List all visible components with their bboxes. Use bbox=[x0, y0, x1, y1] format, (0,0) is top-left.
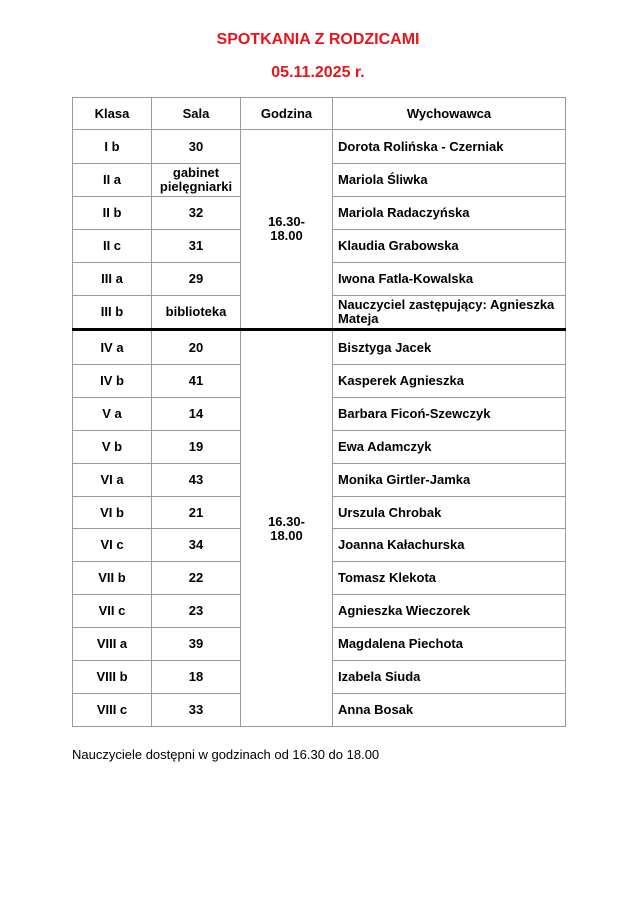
cell-klasa: II a bbox=[73, 164, 152, 197]
table-row bbox=[73, 130, 566, 164]
cell-wychowawca: Anna Bosak bbox=[333, 694, 566, 727]
cell-wychowawca: Tomasz Klekota bbox=[333, 562, 566, 595]
cell-wychowawca: Barbara Ficoń-Szewczyk bbox=[333, 398, 566, 431]
availability-note: Nauczyciele dostępni w godzinach od 16.30 do 18.00 bbox=[72, 747, 380, 762]
cell-sala: 30 bbox=[152, 130, 241, 164]
cell-wychowawca: Nauczyciel zastępujący: Agnieszka Mateja bbox=[333, 296, 566, 330]
cell-wychowawca: Mariola Śliwka bbox=[333, 164, 566, 197]
cell-wychowawca: Joanna Kałachurska bbox=[333, 529, 566, 562]
cell-sala: 31 bbox=[152, 230, 241, 263]
cell-sala: 39 bbox=[152, 628, 241, 661]
cell-klasa: VI c bbox=[73, 529, 152, 562]
cell-klasa: VII c bbox=[73, 595, 152, 628]
meeting-date: 05.11.2025 r. bbox=[271, 64, 365, 81]
cell-sala: 19 bbox=[152, 431, 241, 464]
cell-wychowawca: Mariola Radaczyńska bbox=[333, 197, 566, 230]
cell-klasa: IV a bbox=[73, 330, 152, 365]
time-end: 18.00 bbox=[270, 228, 303, 243]
cell-klasa: VI a bbox=[73, 464, 152, 497]
cell-wychowawca: Kasperek Agnieszka bbox=[333, 365, 566, 398]
cell-sala: 34 bbox=[152, 529, 241, 562]
cell-sala: 21 bbox=[152, 497, 241, 529]
cell-sala: 41 bbox=[152, 365, 241, 398]
time-start: 16.30- bbox=[268, 214, 305, 229]
cell-sala: 32 bbox=[152, 197, 241, 230]
cell-wychowawca: Bisztyga Jacek bbox=[333, 330, 566, 365]
table-header-row bbox=[73, 98, 566, 130]
cell-sala: biblioteka bbox=[152, 296, 241, 330]
cell-sala: 23 bbox=[152, 595, 241, 628]
cell-wychowawca: Iwona Fatla-Kowalska bbox=[333, 263, 566, 296]
cell-sala: 22 bbox=[152, 562, 241, 595]
cell-sala: 43 bbox=[152, 464, 241, 497]
cell-wychowawca: Klaudia Grabowska bbox=[333, 230, 566, 263]
cell-sala: 20 bbox=[152, 330, 241, 365]
cell-wychowawca: Urszula Chrobak bbox=[333, 497, 566, 529]
cell-wychowawca: Magdalena Piechota bbox=[333, 628, 566, 661]
schedule-table bbox=[72, 97, 566, 727]
page-title: SPOTKANIA Z RODZICAMI bbox=[216, 31, 420, 48]
cell-klasa: VI b bbox=[73, 497, 152, 529]
cell-wychowawca: Agnieszka Wieczorek bbox=[333, 595, 566, 628]
time-cell-group2 bbox=[241, 330, 333, 727]
cell-klasa: III b bbox=[73, 296, 152, 330]
cell-wychowawca: Izabela Siuda bbox=[333, 661, 566, 694]
header-godzina: Godzina bbox=[241, 98, 333, 130]
cell-sala: 33 bbox=[152, 694, 241, 727]
cell-klasa: V a bbox=[73, 398, 152, 431]
cell-wychowawca: Dorota Rolińska - Czerniak bbox=[333, 130, 566, 164]
cell-klasa: I b bbox=[73, 130, 152, 164]
cell-sala: 14 bbox=[152, 398, 241, 431]
cell-klasa: VIII a bbox=[73, 628, 152, 661]
cell-wychowawca: Monika Girtler-Jamka bbox=[333, 464, 566, 497]
cell-wychowawca: Ewa Adamczyk bbox=[333, 431, 566, 464]
cell-klasa: VIII b bbox=[73, 661, 152, 694]
time-cell-group1 bbox=[241, 130, 333, 330]
cell-klasa: III a bbox=[73, 263, 152, 296]
cell-klasa: II b bbox=[73, 197, 152, 230]
cell-klasa: II c bbox=[73, 230, 152, 263]
cell-sala: 18 bbox=[152, 661, 241, 694]
header-sala: Sala bbox=[152, 98, 241, 130]
header-wychowawca: Wychowawca bbox=[333, 98, 566, 130]
time-end: 18.00 bbox=[270, 527, 303, 543]
cell-sala: 29 bbox=[152, 263, 241, 296]
cell-sala: gabinet pielęgniarki bbox=[152, 164, 241, 197]
table-row bbox=[73, 330, 566, 365]
cell-klasa: IV b bbox=[73, 365, 152, 398]
header-klasa: Klasa bbox=[73, 98, 152, 130]
cell-klasa: VII b bbox=[73, 562, 152, 595]
cell-klasa: VIII c bbox=[73, 694, 152, 727]
time-start: 16.30- bbox=[268, 513, 305, 529]
cell-klasa: V b bbox=[73, 431, 152, 464]
